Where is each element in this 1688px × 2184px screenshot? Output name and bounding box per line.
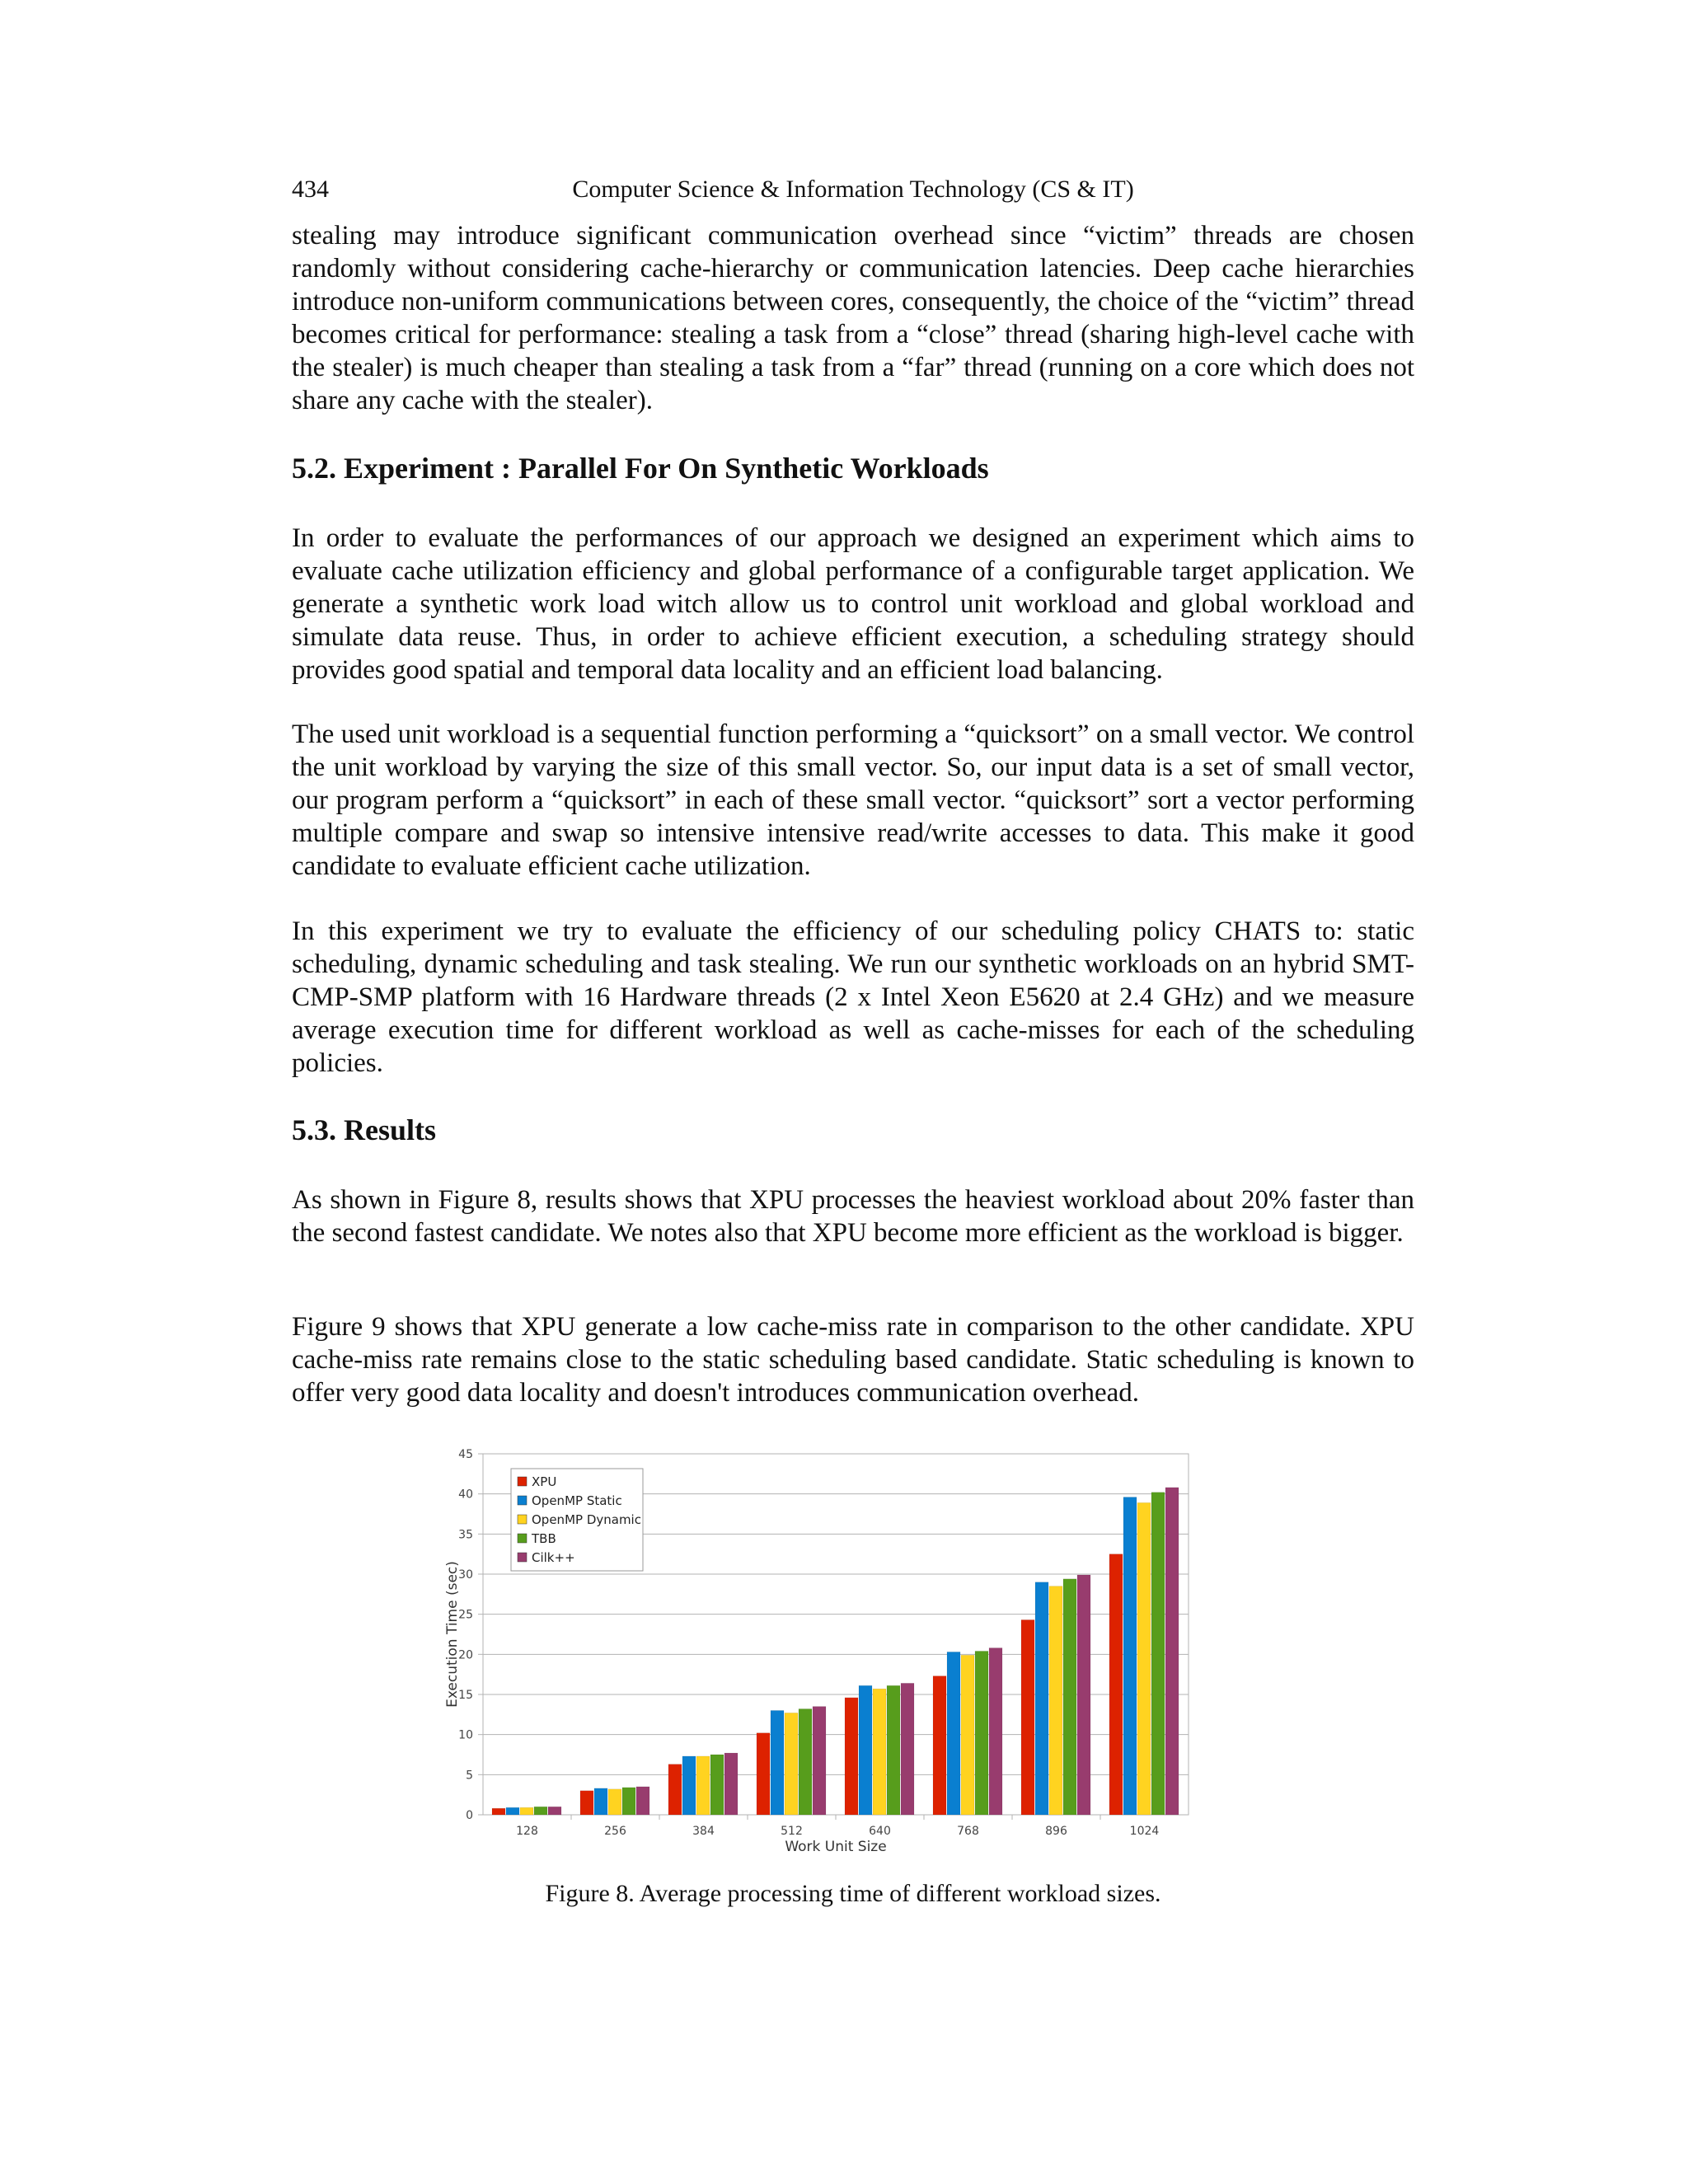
page-number: 434 bbox=[292, 176, 329, 203]
bar-tbb-768 bbox=[975, 1651, 988, 1815]
x-tick-label: 384 bbox=[692, 1825, 715, 1838]
paragraph-unit-workload: The used unit workload is a sequential function performing a “quicksort” on a small vector. We control the unit workload by varying the size of this small vector. So, our input data is a set of small vector, our program perform a “quicksort” in each of these small vector. “quicksort” sort a vector performing multiple compare and swap so intensive intensive read/write accesses to data. This make it good candidate to evaluate efficient cache utilization. bbox=[292, 719, 1414, 881]
y-tick-label: 35 bbox=[458, 1528, 473, 1542]
x-tick-label: 1024 bbox=[1129, 1825, 1160, 1838]
bar-tbb-256 bbox=[622, 1788, 635, 1815]
legend-label: XPU bbox=[532, 1474, 557, 1489]
bar-xpu-640 bbox=[845, 1698, 858, 1815]
bar-openmp-static-1024 bbox=[1123, 1497, 1137, 1815]
paragraph-results-fig8: As shown in Figure 8, results shows that XPU processes the heaviest workload about 20% faster than the second fastest candidate. We notes also that XPU become more efficient as the workload is bigger. bbox=[292, 1185, 1414, 1248]
bar-openmp-static-128 bbox=[506, 1807, 519, 1815]
legend-swatch bbox=[518, 1553, 527, 1562]
bar-cilk--768 bbox=[989, 1648, 1002, 1815]
legend-swatch bbox=[518, 1515, 527, 1524]
y-tick-label: 45 bbox=[458, 1448, 473, 1461]
bar-openmp-static-640 bbox=[859, 1685, 872, 1815]
bar-tbb-512 bbox=[799, 1709, 812, 1815]
section-heading-5-2: 5.2. Experiment : Parallel For On Synthetic Workloads bbox=[292, 452, 989, 485]
running-title: Computer Science & Information Technology (CS & IT) bbox=[572, 176, 1134, 203]
x-tick-label: 896 bbox=[1045, 1825, 1067, 1838]
bar-openmp-dynamic-256 bbox=[608, 1789, 621, 1815]
bar-tbb-384 bbox=[710, 1755, 724, 1815]
paragraph-results-fig9: Figure 9 shows that XPU generate a low cache-miss rate in comparison to the other candidate. XPU cache-miss rate remains close to the static scheduling based candidate. Static scheduling is known to offer very good data locality and doesn't introduces communication overhead. bbox=[292, 1312, 1414, 1408]
bar-openmp-dynamic-1024 bbox=[1137, 1502, 1151, 1815]
bar-tbb-640 bbox=[887, 1685, 900, 1815]
bar-xpu-512 bbox=[757, 1733, 770, 1815]
x-tick-label: 640 bbox=[869, 1825, 891, 1838]
bar-openmp-static-256 bbox=[594, 1788, 607, 1815]
legend-label: Cilk++ bbox=[532, 1550, 575, 1565]
bar-openmp-static-384 bbox=[682, 1756, 696, 1815]
legend-swatch bbox=[518, 1477, 527, 1486]
x-tick-label: 512 bbox=[781, 1825, 803, 1838]
bar-cilk--128 bbox=[548, 1807, 561, 1815]
page-header bbox=[292, 173, 1414, 206]
bar-openmp-dynamic-512 bbox=[785, 1713, 798, 1815]
bar-openmp-dynamic-384 bbox=[696, 1756, 710, 1815]
bar-cilk--512 bbox=[813, 1707, 826, 1815]
bar-tbb-1024 bbox=[1151, 1493, 1165, 1815]
bar-chart bbox=[440, 1442, 1264, 1863]
paragraph-stealing: stealing may introduce significant communication overhead since “victim” threads are chosen randomly without considering cache-hierarchy or communication latencies. Deep cache hierarchies introduce non-uniform communications between cores, consequently, the choice of the “victim” thread becomes critical for performance: stealing a task from a “close” thread (sharing high-level cache with the stealer) is much cheaper than stealing a task from a “far” thread (running on a core which does not share any cache with the stealer). bbox=[292, 221, 1414, 415]
legend-label: OpenMP Dynamic bbox=[532, 1512, 641, 1527]
bar-cilk--640 bbox=[901, 1683, 914, 1815]
figure-caption: Figure 8. Average processing time of different workload sizes. bbox=[545, 1880, 1161, 1907]
bar-xpu-768 bbox=[933, 1676, 946, 1815]
bar-xpu-384 bbox=[668, 1765, 682, 1815]
y-tick-label: 25 bbox=[458, 1608, 473, 1622]
x-tick-label: 128 bbox=[516, 1825, 538, 1838]
section-heading-5-3: 5.3. Results bbox=[292, 1113, 437, 1146]
bar-tbb-896 bbox=[1063, 1579, 1076, 1815]
legend-label: TBB bbox=[532, 1531, 556, 1546]
legend-swatch bbox=[518, 1534, 527, 1543]
paragraph-evaluation: In order to evaluate the performances of our approach we designed an experiment which aims to evaluate cache utilization efficiency and global performance of a configurable target application. We generate a synthetic work load witch allow us to control unit workload and global workload and simulate data reuse. Thus, in order to achieve efficient execution, a scheduling strategy should provides good spatial and temporal data locality and an efficient load balancing. bbox=[292, 523, 1414, 685]
bar-openmp-dynamic-640 bbox=[873, 1689, 886, 1815]
bar-openmp-static-512 bbox=[771, 1710, 784, 1815]
bar-xpu-128 bbox=[492, 1808, 505, 1815]
bar-cilk--256 bbox=[636, 1787, 649, 1815]
x-axis-label: Work Unit Size bbox=[785, 1839, 887, 1855]
bar-cilk--384 bbox=[724, 1753, 738, 1815]
figure-8 bbox=[440, 1442, 1264, 1863]
y-tick-label: 20 bbox=[458, 1648, 473, 1662]
legend-label: OpenMP Static bbox=[532, 1493, 622, 1508]
y-axis-label: Execution Time (sec) bbox=[444, 1561, 461, 1708]
y-tick-label: 0 bbox=[466, 1809, 473, 1822]
y-tick-label: 40 bbox=[458, 1488, 473, 1502]
x-tick-label: 256 bbox=[604, 1825, 626, 1838]
y-tick-label: 15 bbox=[458, 1689, 473, 1702]
y-tick-label: 10 bbox=[458, 1728, 473, 1742]
bar-openmp-static-896 bbox=[1035, 1582, 1048, 1815]
bar-xpu-896 bbox=[1021, 1619, 1034, 1815]
bar-cilk--1024 bbox=[1165, 1488, 1179, 1815]
paragraph-experiment: In this experiment we try to evaluate the efficiency of our scheduling policy CHATS to: static scheduling, dynamic scheduling and task stealing. We run our synthetic workloads on an hybrid SMT-CMP-SMP platform with 16 Hardware threads (2 x Intel Xeon E5620 at 2.4 GHz) and we measure average execution time for different workload as well as cache-misses for each of the scheduling policies. bbox=[292, 916, 1414, 1078]
bar-openmp-static-768 bbox=[947, 1652, 960, 1815]
bar-xpu-1024 bbox=[1109, 1554, 1123, 1815]
x-tick-label: 768 bbox=[957, 1825, 979, 1838]
legend-swatch bbox=[518, 1496, 527, 1505]
bar-openmp-dynamic-896 bbox=[1049, 1586, 1062, 1815]
bar-tbb-128 bbox=[534, 1807, 547, 1815]
bar-openmp-dynamic-128 bbox=[520, 1807, 533, 1815]
y-tick-label: 5 bbox=[466, 1769, 473, 1783]
y-tick-label: 30 bbox=[458, 1568, 473, 1582]
bar-cilk--896 bbox=[1077, 1575, 1090, 1815]
bar-xpu-256 bbox=[580, 1791, 593, 1815]
bar-openmp-dynamic-768 bbox=[961, 1655, 974, 1815]
